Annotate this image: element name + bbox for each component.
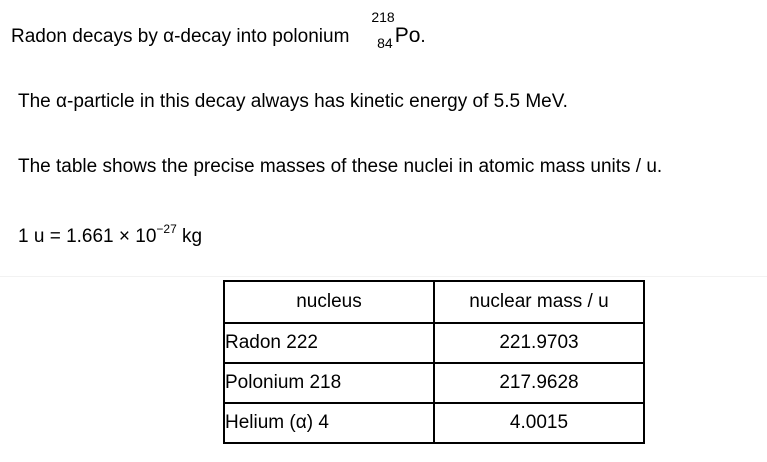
conversion-prefix: 1 u = 1.661 × 10 xyxy=(18,226,157,247)
nuclear-mass-table xyxy=(223,280,645,444)
mass-cell: 4.0015 xyxy=(434,403,644,443)
table-description-sentence: The table shows the precise masses of these nuclei in atomic mass units / u. xyxy=(18,156,663,177)
intro-sentence xyxy=(11,9,426,51)
nucleus-cell: Polonium 218 xyxy=(224,363,434,403)
nuclide-atomic-number: 84 xyxy=(377,35,393,51)
nucleus-cell: Helium (α) 4 xyxy=(224,403,434,443)
table-row xyxy=(224,363,644,403)
divider xyxy=(0,276,767,277)
nucleus-cell: Radon 222 xyxy=(224,323,434,363)
header-nuclear-mass: nuclear mass / u xyxy=(434,281,644,323)
mass-cell: 221.9703 xyxy=(434,323,644,363)
header-nucleus: nucleus xyxy=(224,281,434,323)
alpha-energy-sentence: The α-particle in this decay always has kinetic energy of 5.5 MeV. xyxy=(18,91,568,112)
unit-conversion xyxy=(18,222,202,248)
intro-period: . xyxy=(420,26,426,47)
nuclide-mass-number: 218 xyxy=(371,9,395,25)
table-row xyxy=(224,403,644,443)
intro-text: Radon decays by α-decay into polonium xyxy=(11,26,350,47)
conversion-exponent: −27 xyxy=(156,222,177,236)
mass-cell: 217.9628 xyxy=(434,363,644,403)
conversion-unit: kg xyxy=(176,226,203,247)
nuclide-symbol: Po xyxy=(394,24,421,47)
table-row xyxy=(224,323,644,363)
table-header-row xyxy=(224,281,644,323)
polonium-nuclide-notation xyxy=(355,9,395,51)
